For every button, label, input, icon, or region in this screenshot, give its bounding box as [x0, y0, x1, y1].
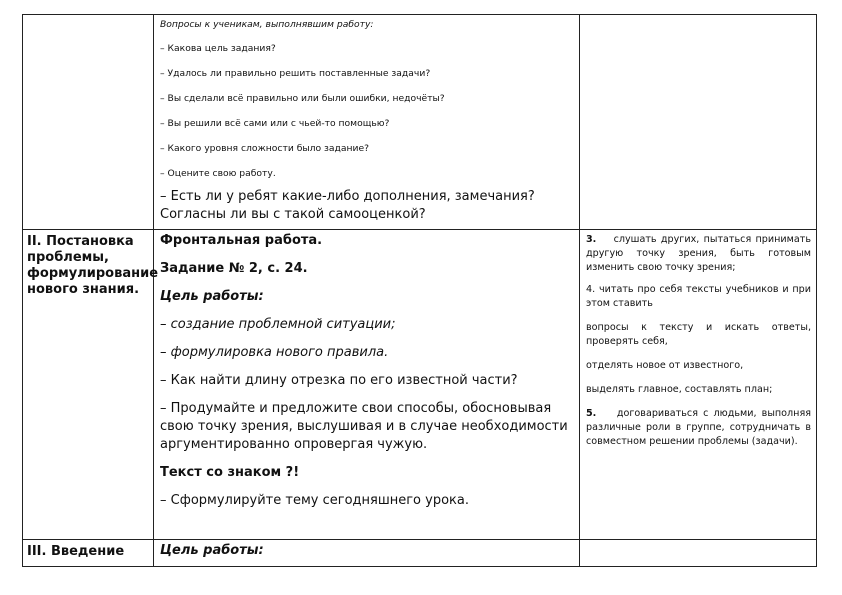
- question-item: – Удалось ли правильно решить поставленные задачи?: [160, 68, 431, 79]
- question-item: – Какова цель задания?: [160, 43, 276, 54]
- goal-label: Цель работы:: [160, 289, 264, 304]
- stage-title: III. Введение: [27, 544, 125, 559]
- uud-cell: [580, 540, 817, 567]
- uud-list: [580, 230, 816, 449]
- uud-item: отделять новое от известного,: [586, 360, 744, 371]
- uud-cell: [580, 230, 817, 540]
- goal-label: Цель работы:: [160, 543, 264, 558]
- uud-item: 3. слушать других, пытаться принимать другую точку зрения, быть готовым изменить свою точку зрения;: [586, 234, 811, 273]
- content-cell: [154, 540, 580, 567]
- question-item: – Какого уровня сложности было задание?: [160, 143, 370, 154]
- content-cell: [154, 15, 580, 230]
- question-item: – Сформулируйте тему сегодняшнего урока.: [160, 493, 469, 508]
- lesson-plan-table: [22, 14, 817, 567]
- task-heading: Задание № 2, с. 24.: [160, 261, 308, 276]
- sign-text-heading: Текст со знаком ?!: [160, 465, 300, 480]
- table-row: [23, 230, 817, 540]
- stage-cell: [23, 230, 159, 540]
- closing-question: – Есть ли у ребят какие-либо дополнения, замечания? Согласны ли вы с такой самооценкой?: [160, 189, 535, 222]
- uud-item: выделять главное, составлять план;: [586, 384, 773, 395]
- questions-intro: Вопросы к ученикам, выполнявшим работу:: [160, 19, 374, 30]
- content-cell: [154, 230, 580, 540]
- question-item: – Вы решили всё сами или с чьей-то помощью?: [160, 118, 390, 129]
- goal-item: – создание проблемной ситуации;: [160, 317, 396, 332]
- frontal-work-heading: Фронтальная работа.: [160, 233, 323, 248]
- uud-cell: [580, 15, 817, 230]
- uud-item: 4. читать про себя тексты учебников и при этом ставить: [586, 284, 811, 309]
- goal-item: – формулировка нового правила.: [160, 345, 389, 360]
- uud-item: 5. договариваться с людьми, выполняя различные роли в группе, сотрудничать в совместном решении проблемы (задачи).: [586, 408, 811, 447]
- question-item: – Вы сделали всё правильно или были ошибки, недочёты?: [160, 93, 445, 104]
- stage-cell: [23, 540, 154, 567]
- table-row: [23, 15, 817, 230]
- uud-item: вопросы к тексту и искать ответы, проверять себя,: [586, 322, 811, 347]
- table-row: [23, 540, 817, 567]
- stage-title: II. Постановка проблемы, формулирование нового знания.: [27, 234, 159, 297]
- question-item: – Продумайте и предложите свои способы, обосновывая свою точку зрения, выслушивая и в случае необходимости аргументированно опровергая чужую.: [160, 401, 568, 452]
- stage-cell: [23, 15, 154, 230]
- question-item: – Оцените свою работу.: [160, 168, 276, 179]
- question-item: – Как найти длину отрезка по его известной части?: [160, 373, 518, 388]
